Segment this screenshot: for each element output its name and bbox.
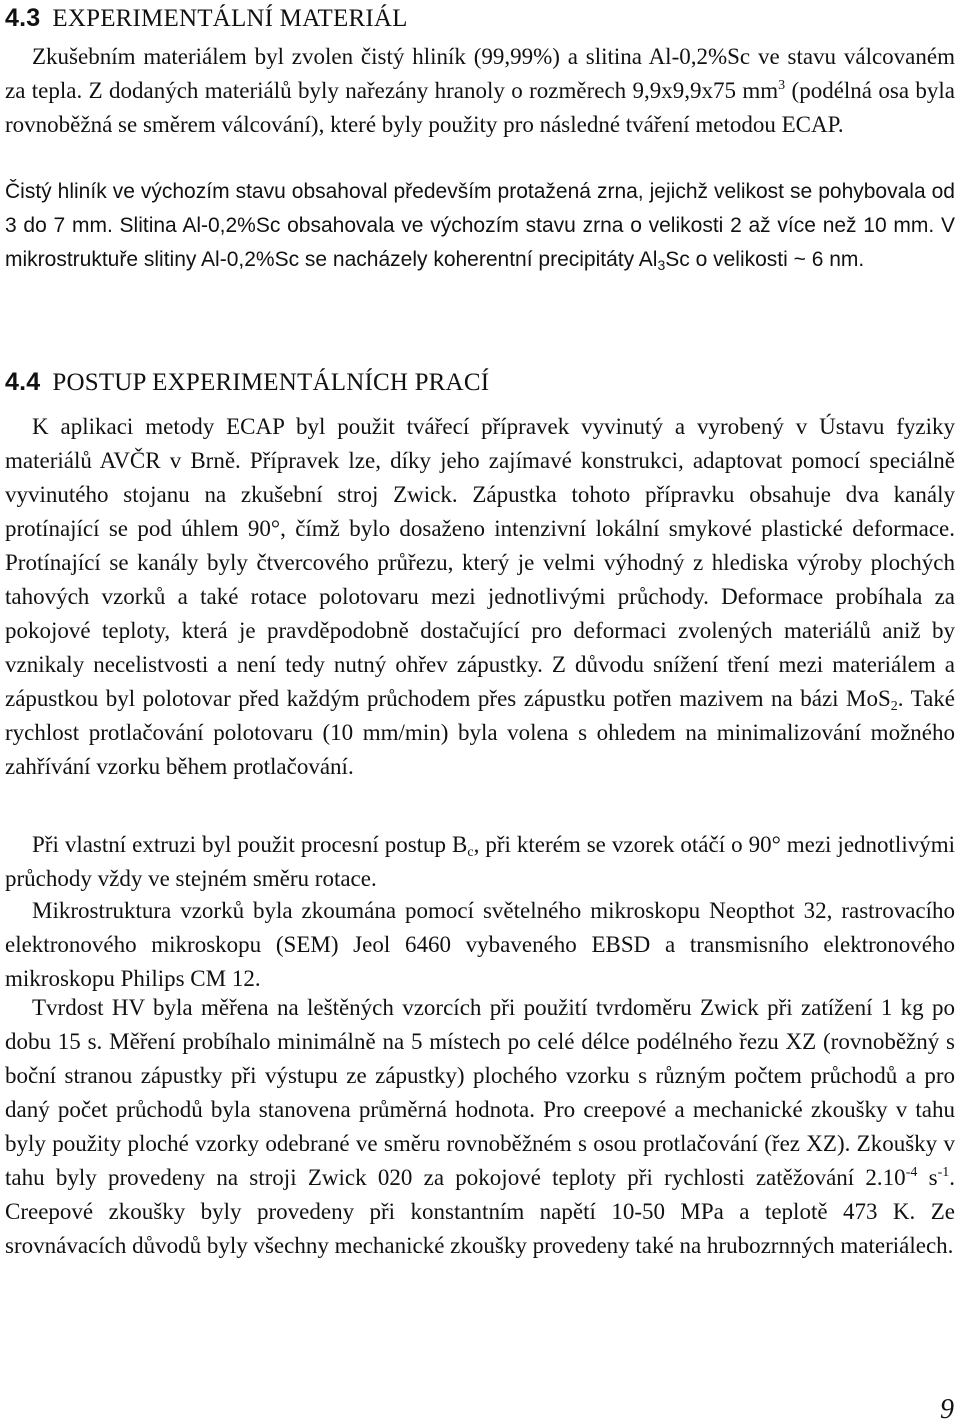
paragraph-initial-state: Čistý hliník ve výchozím stavu obsahoval především protažená zrna, jejichž velikost se pohybovala od 3 do 7 mm. Slitina Al-0,2%Sc obsahovala ve výchozím stavu zrna o velikosti 2 až více než 10 mm. V mikrostruktuře slitiny Al-0,2%Sc se nacházely koherentní precipitáty $Al_3Sc$ o velikosti ~ 6 nm. [5,180,955,273]
paragraph-extrusion-route: Při vlastní extruzi byl použit procesní postup $B_c$, při kterém se vzorek otáčí o 90° mezi jednotlivými průchody vždy ve stejném směru rotace. [5,832,955,891]
section-title: POSTUP EXPERIMENTÁLNÍCH PRACÍ [52,369,490,396]
section-heading-4-3 [5,4,408,33]
page-number: 9 [940,1394,954,1425]
section-heading-4-4 [5,368,489,397]
section-title: EXPERIMENTÁLNÍ MATERIÁL [52,5,408,32]
paragraph-mechanical-tests: Tvrdost HV byla měřena na leštěných vzorcích při použití tvrdoměru Zwick při zatížení 1 kg po dobu 15 s. Měření probíhalo minimálně na 5 místech po celé délce podélného řezu XZ (rovnoběžný s boční stranou zápustky při výstupu ze zápustky) plochého vzorku s různým počtem průchodů a pro daný počet průchodů byla stanovena průměrná hodnota. Pro creepové a mechanické zkoušky v tahu byly použity ploché vzorky odebrané ve směru rovnoběžném s osou protlačování (řez XZ). Zkoušky v tahu byly provedeny na stroji Zwick 020 za pokojové teploty při rychlosti zatěžování $2.10^{-4}$ $s^{-1}$. Creepové zkoušky byly provedeny při konstantním napětí 10-50 MPa a teplotě 473 K. Ze srovnávacích důvodů byly všechny mechanické zkoušky provedeny také na hrubozrnných materiálech. [5,995,955,1258]
section-number: 4.4 [5,368,41,396]
paragraph-microscopy: Mikrostruktura vzorků byla zkoumána pomocí světelného mikroskopu Neopthot 32, rastrovacího elektronového mikroskopu (SEM) Jeol 6460 vybaveného EBSD a transmisního elektronového mikroskopu Philips CM 12. [5,898,955,991]
paragraph-ecap-procedure: K aplikaci metody ECAP byl použit tvářecí přípravek vyvinutý a vyrobený v Ústavu fyziky materiálů AVČR v Brně. Přípravek lze, díky jeho zajímavé konstrukci, adaptovat pomocí speciálně vyvinutého stojanu na zkušební stroj Zwick. Zápustka tohoto přípravku obsahuje dva kanály protínající se pod úhlem 90°, čímž bylo dosaženo intenzivní lokální smykové plastické deformace. Protínající se kanály byly čtvercového průřezu, který je velmi výhodný z hlediska výroby plochých tahových vzorků a také rotace polotovaru mezi jednotlivými průchody. Deformace probíhala za pokojové teploty, která je pravděpodobně dostačující pro deformaci zvolených materiálů aniž by vznikaly necelistvosti a není tedy nutný ohřev zápustky. Z důvodu snížení tření mezi materiálem a zápustkou byl polotovar před každým průchodem přes zápustku potřen mazivem na bázi MoS$_2$. Také rychlost protlačování polotovaru (10 mm/min) byla volena s ohledem na minimalizování možného zahřívání vzorku během protlačování. [5,414,955,779]
section-number: 4.3 [5,4,41,32]
paragraph-material: Zkušebním materiálem byl zvolen čistý hliník (99,99%) a slitina Al-0,2%Sc ve stavu válcovaném za tepla. Z dodaných materiálů byly nařezány hranoly o rozměrech 9,9x9,9x75 $mm^3$ (podélná osa byla rovnoběžná se směrem válcování), které byly použity pro následné tváření metodou ECAP. [5,44,955,137]
